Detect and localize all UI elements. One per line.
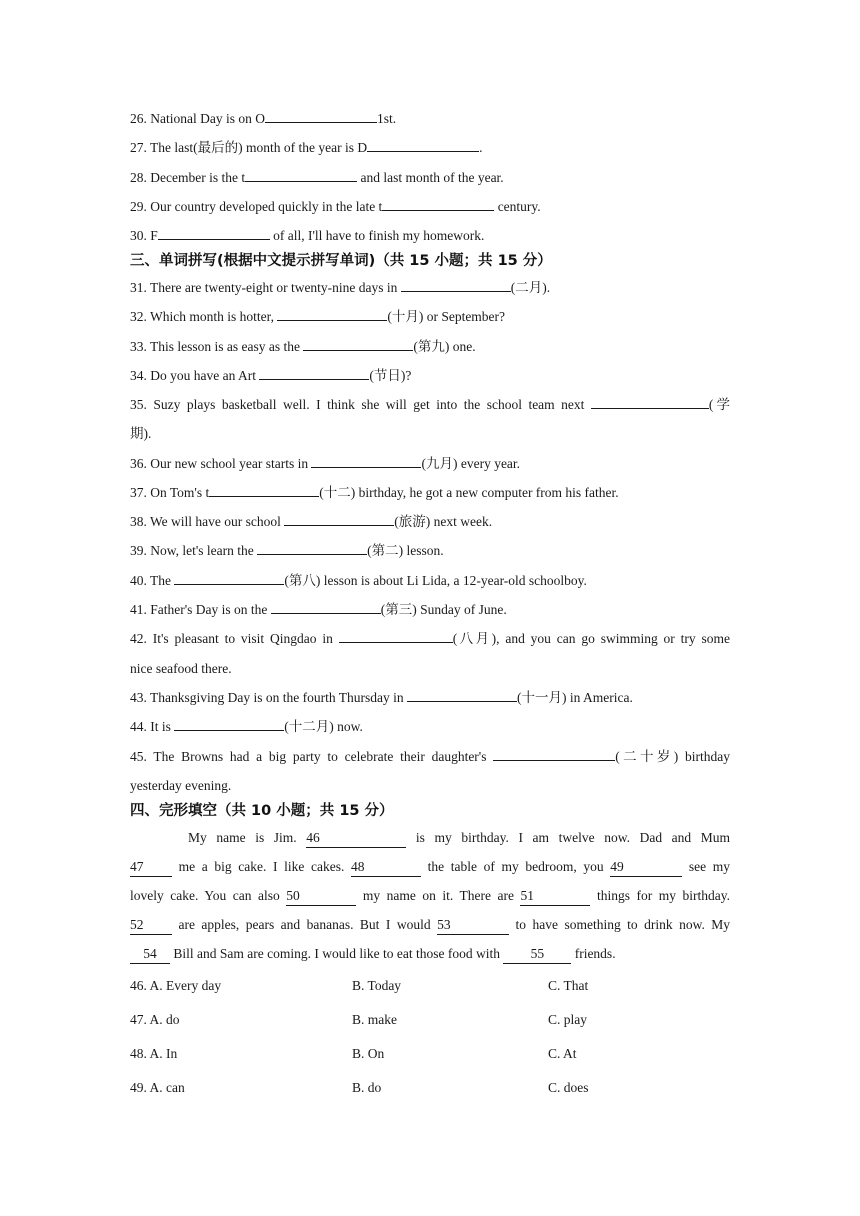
- passage-text: to have something to drink now. My: [515, 917, 731, 932]
- question-28: [130, 169, 504, 187]
- answer-blank[interactable]: [265, 110, 377, 123]
- question-text: 35. Suzy plays basketball well. I think she will get into the school team next: [130, 397, 591, 412]
- passage-text: is my birthday. I am twelve now. Dad and Mum: [415, 830, 731, 845]
- question-text: (八月), and you can go swimming or try some: [452, 631, 730, 646]
- question-42-continued: nice seafood there.: [130, 661, 232, 676]
- question-text: (第三) Sunday of June.: [380, 602, 507, 617]
- passage-text: friends.: [574, 946, 616, 961]
- option-b[interactable]: B. On: [352, 1046, 385, 1061]
- question-text: (十月) or September?: [387, 309, 506, 324]
- question-text: 1st.: [376, 111, 397, 126]
- question-text: 28. December is the t: [130, 170, 246, 185]
- cloze-blank[interactable]: 53: [437, 916, 509, 935]
- answer-blank[interactable]: [591, 396, 709, 409]
- question-text: 26. National Day is on O: [130, 111, 265, 126]
- option-a[interactable]: 48. A. In: [130, 1046, 178, 1061]
- option-c[interactable]: C. That: [548, 978, 589, 993]
- passage-line-4: [130, 916, 730, 935]
- option-a[interactable]: 46. A. Every day: [130, 978, 222, 993]
- option-b[interactable]: B. make: [352, 1012, 397, 1027]
- question-38: [130, 513, 492, 531]
- question-text: 44. It is: [130, 719, 175, 734]
- answer-blank[interactable]: [401, 279, 511, 292]
- question-text: century.: [494, 199, 541, 214]
- question-text: of all, I'll have to finish my homework.: [269, 228, 485, 243]
- question-text: 43. Thanksgiving Day is on the fourth Thursday in: [130, 690, 407, 705]
- question-30: [130, 227, 484, 245]
- question-text: 29. Our country developed quickly in the late t: [130, 199, 383, 214]
- passage-line-2: [130, 858, 730, 877]
- question-32: [130, 308, 505, 326]
- question-text: (第九) one.: [413, 339, 476, 354]
- question-text: (二月).: [510, 280, 551, 295]
- question-text: (十二月) now.: [284, 719, 363, 734]
- answer-blank[interactable]: [493, 748, 615, 761]
- answer-blank[interactable]: [339, 630, 453, 643]
- answer-blank[interactable]: [367, 139, 479, 152]
- answer-blank[interactable]: [284, 513, 394, 526]
- question-text: 30. F: [130, 228, 158, 243]
- cloze-blank[interactable]: 49: [610, 858, 682, 877]
- question-34: [130, 367, 411, 385]
- cloze-blank[interactable]: 52: [130, 916, 172, 935]
- answer-blank[interactable]: [245, 169, 357, 182]
- option-c[interactable]: C. does: [548, 1080, 589, 1095]
- question-39: [130, 542, 444, 560]
- question-45-continued: yesterday evening.: [130, 778, 232, 793]
- question-text: 41. Father's Day is on the: [130, 602, 271, 617]
- passage-text: my name on it. There are: [362, 888, 514, 903]
- cloze-blank[interactable]: 55: [503, 945, 571, 964]
- option-b[interactable]: B. Today: [352, 978, 402, 993]
- question-27: [130, 139, 482, 157]
- question-36: [130, 455, 520, 473]
- section-heading-part4: 四、完形填空（共 10 小题；共 15 分）: [130, 803, 394, 819]
- question-text: (二十岁) birthday: [615, 749, 730, 764]
- question-45: [130, 748, 730, 766]
- answer-blank[interactable]: [303, 338, 413, 351]
- question-35-continued: 期).: [130, 426, 152, 441]
- passage-text: lovely cake. You can also: [130, 888, 280, 903]
- passage-text: see my: [688, 859, 731, 874]
- question-text: and last month of the year.: [357, 170, 504, 185]
- answer-blank[interactable]: [277, 308, 387, 321]
- question-text: 40. The: [130, 573, 175, 588]
- option-c[interactable]: C. At: [548, 1046, 577, 1061]
- passage-text: things for my birthday.: [596, 888, 731, 903]
- question-41: [130, 601, 507, 619]
- question-text: 34. Do you have an Art: [130, 368, 260, 383]
- answer-blank[interactable]: [407, 689, 517, 702]
- passage-text: Bill and Sam are coming. I would like to eat those food with: [173, 946, 500, 961]
- question-text: (十二) birthday, he got a new computer from his father.: [319, 485, 619, 500]
- cloze-blank[interactable]: 51: [520, 887, 590, 906]
- question-text: 36. Our new school year starts in: [130, 456, 312, 471]
- passage-text: My name is Jim.: [188, 830, 297, 845]
- question-text: (节日)?: [369, 368, 412, 383]
- question-text: 37. On Tom's t: [130, 485, 210, 500]
- answer-blank[interactable]: [259, 367, 369, 380]
- cloze-blank[interactable]: 47: [130, 858, 172, 877]
- passage-text: the table of my bedroom, you: [427, 859, 604, 874]
- question-29: [130, 198, 541, 216]
- cloze-blank[interactable]: 46: [306, 829, 406, 848]
- question-text: (第八) lesson is about Li Lida, a 12-year-old schoolboy.: [284, 573, 587, 588]
- answer-blank[interactable]: [311, 455, 421, 468]
- option-a[interactable]: 49. A. can: [130, 1080, 185, 1095]
- question-31: [130, 279, 550, 297]
- question-text: 27. The last(最后的) month of the year is D: [130, 140, 368, 155]
- question-text: 45. The Browns had a big party to celebrate their daughter's: [130, 749, 494, 764]
- passage-line-3: [130, 887, 730, 906]
- answer-blank[interactable]: [257, 542, 367, 555]
- question-text: 33. This lesson is as easy as the: [130, 339, 304, 354]
- section-heading-part3: 三、单词拼写(根据中文提示拼写单词)（共 15 小题；共 15 分）: [130, 253, 552, 269]
- question-35: [130, 396, 730, 414]
- question-text: (第二) lesson.: [367, 543, 444, 558]
- option-b[interactable]: B. do: [352, 1080, 382, 1095]
- question-42: [130, 630, 730, 648]
- passage-line-1: [130, 829, 730, 848]
- answer-blank[interactable]: [158, 227, 270, 240]
- question-text: .: [479, 140, 483, 155]
- question-43: [130, 689, 633, 707]
- cloze-blank[interactable]: 54: [130, 945, 170, 964]
- answer-blank[interactable]: [174, 718, 284, 731]
- question-text: (十一月) in America.: [516, 690, 633, 705]
- option-c[interactable]: C. play: [548, 1012, 587, 1027]
- question-text: 39. Now, let's learn the: [130, 543, 258, 558]
- question-text: 38. We will have our school: [130, 514, 285, 529]
- question-text: (九月) every year.: [421, 456, 521, 471]
- question-text: 31. There are twenty-eight or twenty-nine days in: [130, 280, 401, 295]
- question-text: (旅游) next week.: [394, 514, 493, 529]
- answer-blank[interactable]: [271, 601, 381, 614]
- passage-line-5: [130, 945, 616, 964]
- question-44: [130, 718, 363, 736]
- question-text: 32. Which month is hotter,: [130, 309, 278, 324]
- cloze-blank[interactable]: 50: [286, 887, 356, 906]
- passage-text: me a big cake. I like cakes.: [178, 859, 345, 874]
- option-a[interactable]: 47. A. do: [130, 1012, 180, 1027]
- passage-text: are apples, pears and bananas. But I would: [178, 917, 431, 932]
- question-37: [130, 484, 619, 502]
- question-text: (学: [708, 397, 730, 412]
- answer-blank[interactable]: [382, 198, 494, 211]
- question-text: 42. It's pleasant to visit Qingdao in: [130, 631, 339, 646]
- question-26: [130, 110, 396, 128]
- answer-blank[interactable]: [174, 572, 284, 585]
- question-33: [130, 338, 476, 356]
- cloze-blank[interactable]: 48: [351, 858, 421, 877]
- answer-blank[interactable]: [209, 484, 319, 497]
- question-40: [130, 572, 587, 590]
